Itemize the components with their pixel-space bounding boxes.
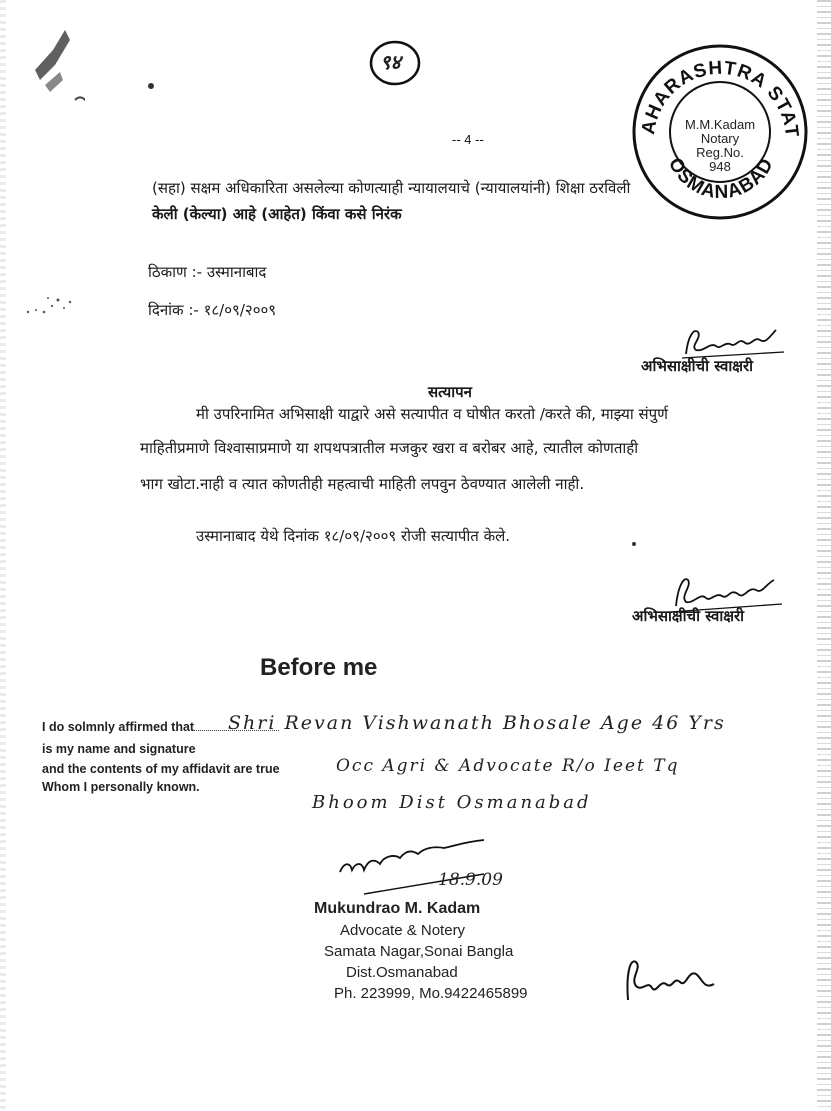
affirmation-line-4: Whom I personally known. <box>42 780 200 794</box>
notary-district: Dist.Osmanabad <box>346 964 458 981</box>
notary-title: Advocate & Notery <box>340 922 466 939</box>
scan-noise-top-left <box>15 10 85 120</box>
affirmation-line-2: is my name and signature <box>42 742 196 756</box>
affirmation-line-1-text: I do solmnly affirmed that <box>42 720 195 734</box>
stamp-center <box>672 118 768 174</box>
stamp-line: Reg.No. <box>696 145 744 160</box>
scan-edge-left <box>0 0 6 1111</box>
body-line-2: केली (केल्या) आहे (आहेत) किंवा कसे निरंक <box>152 205 402 223</box>
date-label: दिनांक :- १८/०९/२००९ <box>148 301 277 319</box>
affirmation-line-3: and the contents of my affidavit are true <box>42 762 280 776</box>
page-mark-circle <box>368 38 424 92</box>
notary-name: Mukundrao M. Kadam <box>314 900 481 917</box>
page-number: -- 4 -- <box>452 132 484 147</box>
handwritten-name-age: Shri Revan Vishwanath Bhosale Age 46 Yrs <box>228 712 726 734</box>
verification-para-4: उस्मानाबाद येथे दिनांक १८/०९/२००९ रोजी सत्यापीत केले. <box>196 527 511 545</box>
stamp-line: Notary <box>700 131 740 146</box>
before-me-heading: Before me <box>260 654 378 681</box>
verification-para-3: भाग खोटा.नाही व त्यात कोणतीही महत्वाची माहिती लपवुन ठेवण्यात आलेली नाही. <box>140 475 585 493</box>
notary-phone: Ph. 223999, Mo.9422465899 <box>334 985 528 1002</box>
handwritten-occupation: Occ Agri & Advocate R/o Ieet Tq <box>336 756 680 776</box>
svg-text:OSMANABAD: OSMANABAD <box>663 154 779 204</box>
deponent-signature-label-1: अभिसाक्षीची स्वाक्षरी <box>641 357 754 375</box>
svg-text:MAHARASHTRA STATE: AHARASHTRA STAT <box>638 57 803 139</box>
notary-date: 18.9.09 <box>438 870 503 890</box>
stamp-line: M.M.Kadam <box>684 117 756 132</box>
verification-heading: सत्यापन <box>428 383 472 401</box>
scan-edge-right <box>817 0 831 1111</box>
handwritten-district: Bhoom Dist Osmanabad <box>312 792 592 813</box>
scan-speck <box>148 83 154 89</box>
scan-noise-left <box>18 290 78 320</box>
notary-address: Samata Nagar,Sonai Bangla <box>324 943 514 960</box>
verification-para-1: मी उपरिनामित अभिसाक्षी याद्वारे असे सत्यापीत व घोषीत करतो /करते की, माझ्या संपुर्ण <box>196 405 668 423</box>
notary-stamp <box>628 40 808 220</box>
body-line-1: (सहा) सक्षम अधिकारिता असलेल्या कोणत्याही न्यायालयाचे (न्यायालयांनी) शिक्षा ठरविली <box>152 179 631 197</box>
page-mark-text: ९४ <box>380 50 401 74</box>
scan-speck <box>632 542 636 546</box>
stamp-line: 948 <box>709 159 731 174</box>
deponent-signature-label-2: अभिसाक्षीची स्वाक्षरी <box>632 607 745 625</box>
verification-para-2: माहितीप्रमाणे विश्वासाप्रमाणे या शपथपत्रातील मजकुर खरा व बरोबर आहे, त्यातील कोणताही <box>140 439 639 457</box>
deponent-signature-3 <box>618 950 728 1014</box>
place-label: ठिकाण :- उस्मानाबाद <box>148 263 267 281</box>
